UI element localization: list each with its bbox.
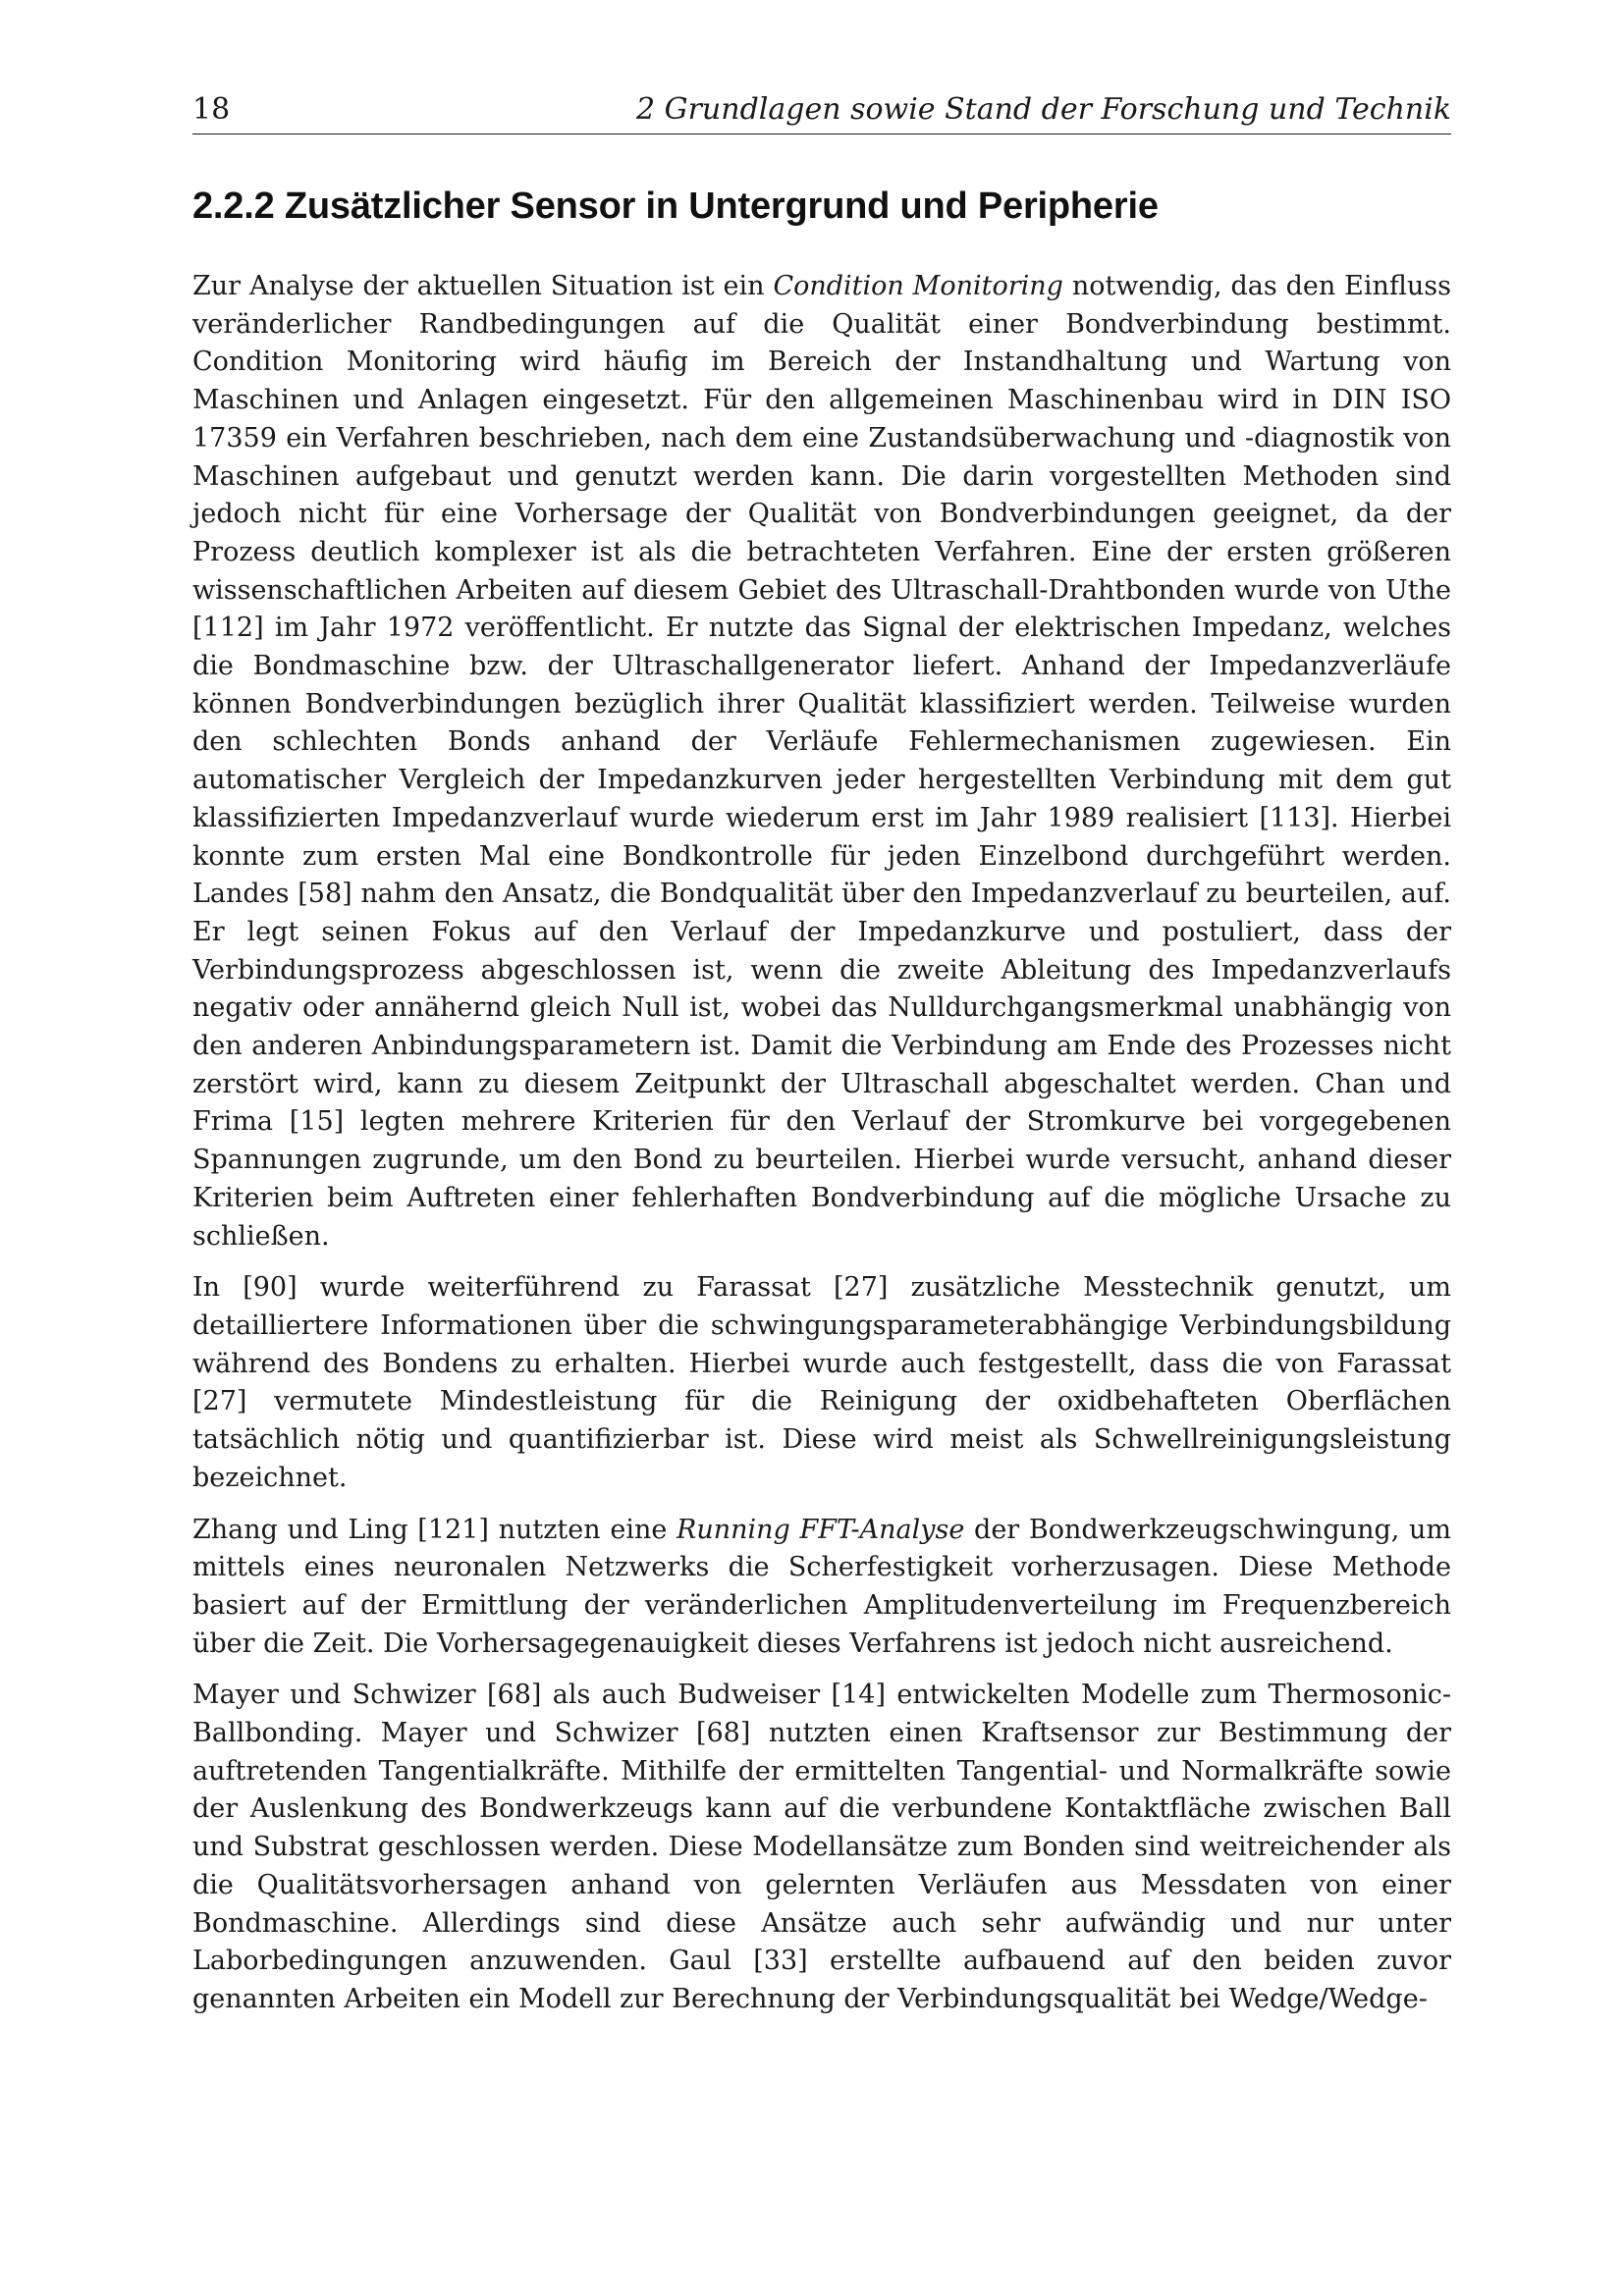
page [192, 92, 1451, 2033]
term-running-fft: Running FFT-Analyse [677, 1514, 965, 1545]
paragraph-3 [192, 1512, 1451, 1664]
paragraph-1-text-b: notwendig, das den Einfluss veränderlicher Randbedingungen auf die Qualität einer Bondverbindung bestimmt. Condition Monitoring wird häufig im Bereich der Instandhaltung und Wartung von Maschinen und Anlagen eingesetzt. Für den allgemeinen Maschinenbau wird in DIN ISO 17359 ein Verfahren beschrieben, nach dem eine Zustandsüberwachung und -diagnostik von Maschinen aufgebaut und genutzt werden kann. Die darin vorgestellten Methoden sind jedoch nicht für eine Vorhersage der Qualität von Bondverbindungen geeignet, da der Prozess deutlich komplexer ist als die betrachteten Verfahren. Eine der ersten größeren wissenschaftlichen Arbeiten auf diesem Gebiet des Ultraschall-Drahtbonden wurde von Uthe [112] im Jahr 1972 veröffentlicht. Er nutzte das Signal der elektrischen Impedanz, welches die Bondmaschine bzw. der Ultraschallgenerator liefert. Anhand der Impedanzverläufe können Bondverbindungen bezüglich ihrer Qualität klassifiziert werden. Teilweise wurden den schlechten Bonds anhand der Verläufe Fehlermechanismen zugewiesen. Ein automatischer Vergleich der Impedanzkurven jeder hergestellten Verbindung mit dem gut klassifizierten Impedanzverlauf wurde wiederum erst im Jahr 1989 realisiert [113]. Hierbei konnte zum ersten Mal eine Bondkontrolle für jeden Einzelbond durchgeführt werden. Landes [58] nahm den Ansatz, die Bondqualität über den Impedanzverlauf zu beurteilen, auf. Er legt seinen Fokus auf den Verlauf der Impedanzkurve und postuliert, dass der Verbindungsprozess abgeschlossen ist, wenn die zweite Ableitung des Impedanzverlaufs negativ oder annähernd gleich Null ist, wobei das Nulldurchgangsmerkmal unabhängig von den anderen Anbindungsparametern ist. Damit die Verbindung am Ende des Prozesses nicht zerstört wird, kann zu diesem Zeitpunkt der Ultraschall abgeschaltet werden. Chan und Frima [15] legten mehrere Kriterien für den Verlauf der Stromkurve bei vorgegebenen Spannungen zugrunde, um den Bond zu beurteilen. Hierbei wurde versucht, anhand dieser Kriterien beim Auftreten einer fehlerhaften Bondverbindung auf die mögliche Ursache zu schließen. [192, 271, 1451, 1252]
chapter-title: 2 Grundlagen sowie Stand der Forschung und Technik [636, 92, 1451, 127]
paragraph-3-text-a: Zhang und Ling [121] nutzten eine [192, 1514, 677, 1545]
paragraph-4: Mayer und Schwizer [68] als auch Budweiser [14] entwickelten Modelle zum Thermosonic-Ballbonding. Mayer und Schwizer [68] nutzten einen Kraftsensor zur Bestimmung der auftretenden Tangentialkräfte. Mithilfe der ermittelten Tangential- und Normalkräfte sowie der Auslenkung des Bondwerkzeugs kann auf die verbundene Kontaktfläche zwischen Ball und Substrat geschlossen werden. Diese Modellansätze zum Bonden sind weitreichender als die Qualitätsvorhersagen anhand von gelernten Verläufen aus Messdaten von einer Bondmaschine. Allerdings sind diese Ansätze auch sehr aufwändig und nur unter Laborbedingungen anzuwenden. Gaul [33] erstellte aufbauend auf den beiden zuvor genannten Arbeiten ein Modell zur Berechnung der Verbindungsqualität bei Wedge/Wedge- [192, 1680, 1451, 2014]
paragraph-1-text-a: Zur Analyse der aktuellen Situation ist ein [192, 271, 774, 301]
page-number: 18 [192, 92, 231, 127]
term-condition-monitoring: Condition Monitoring [773, 271, 1063, 301]
paragraph-3-text-b: der Bondwerkzeugschwingung, um mittels eines neuronalen Netzwerks die Scherfestigkeit vorherzusagen. Diese Methode basiert auf der Ermittlung der veränderlichen Amplitudenverteilung im Frequenzbereich über die Zeit. Die Vorhersagegenauigkeit dieses Verfahrens ist jedoch nicht ausreichend. [192, 1514, 1452, 1659]
paragraph-1 [192, 268, 1451, 1255]
paragraph-2: In [90] wurde weiterführend zu Farassat [27] zusätzliche Messtechnik genutzt, um detailliertere Informationen über die schwingungsparameterabhängige Verbindungsbildung während des Bondens zu erhalten. Hierbei wurde auch festgestellt, dass die von Farassat [27] vermutete Mindestleistung für die Reinigung der oxidbehafteten Oberflächen tatsächlich nötig und quantifizierbar ist. Diese wird meist als Schwellreinigungsleistung bezeichnet. [192, 1272, 1451, 1493]
running-head [192, 92, 1451, 134]
section-heading: 2.2.2 Zusätzlicher Sensor in Untergrund und Peripherie [192, 186, 1159, 227]
